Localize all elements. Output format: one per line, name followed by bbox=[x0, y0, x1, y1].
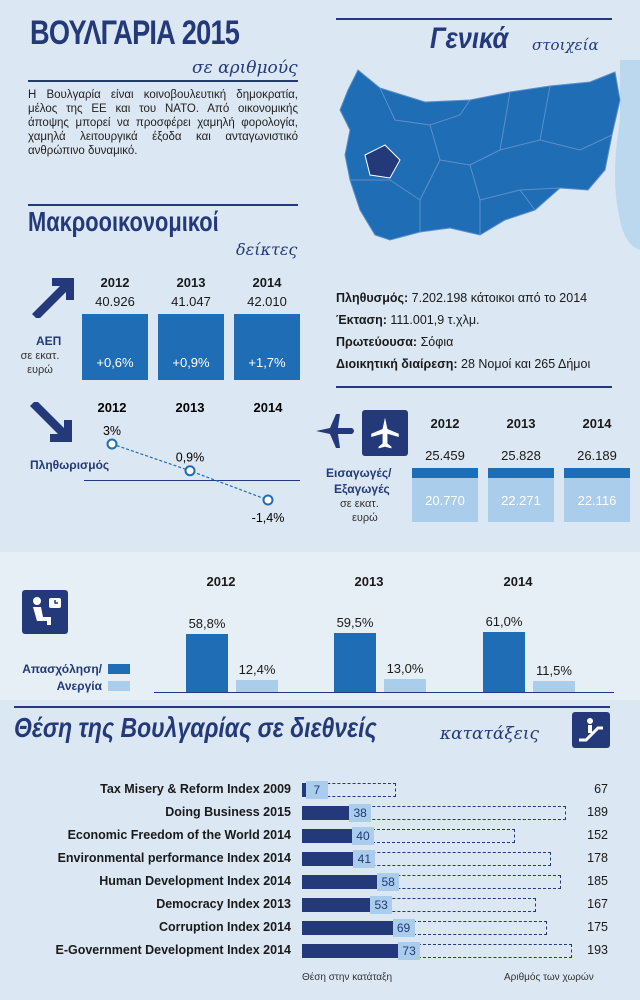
trade-import-value: 25.828 bbox=[501, 448, 541, 463]
employment-bar bbox=[186, 634, 228, 692]
escalator-icon bbox=[572, 712, 610, 748]
rank-position-value: 38 bbox=[349, 804, 371, 822]
rankings-title: Θέση της Βουλγαρίας σε διεθνείς bbox=[14, 712, 377, 743]
fact-capital: Πρωτεύουσα: Σόφια bbox=[336, 335, 454, 349]
trade-year: 2013 bbox=[506, 416, 536, 431]
trade-import-bar bbox=[564, 468, 630, 478]
rankings-subtitle: κατατάξεις bbox=[440, 724, 540, 744]
gdp-unit-2: ευρώ bbox=[27, 364, 53, 376]
gdp-label: ΑΕΠ bbox=[36, 334, 62, 348]
gdp-growth-box: +1,7% bbox=[234, 314, 300, 380]
trade-export-box: 20.770 bbox=[412, 478, 478, 522]
inflation-value-label: -1,4% bbox=[251, 511, 285, 525]
employment-baseline bbox=[154, 692, 614, 693]
employment-label: 61,0% bbox=[485, 614, 523, 629]
rank-position-value: 58 bbox=[377, 873, 399, 891]
rank-position-bar bbox=[302, 875, 383, 889]
gdp-value: 41.047 bbox=[171, 294, 211, 309]
inflation-year: 2013 bbox=[175, 400, 205, 415]
unemployment-bar bbox=[533, 681, 575, 692]
inflation-year: 2012 bbox=[97, 400, 127, 415]
inflation-point bbox=[264, 496, 273, 505]
employment-year: 2013 bbox=[354, 574, 384, 589]
fact-population: Πληθυσμός: 7.202.198 κάτοικοι από το 2014 bbox=[336, 291, 588, 305]
rank-index-label: Doing Business 2015 bbox=[165, 805, 291, 819]
gdp-year: 2012 bbox=[100, 275, 130, 290]
employment-year: 2012 bbox=[206, 574, 236, 589]
employment-label: 58,8% bbox=[188, 616, 226, 632]
macro-subtitle: δείκτες bbox=[236, 240, 298, 259]
unemployment-label: 12,4% bbox=[238, 661, 276, 677]
gdp-year: 2014 bbox=[252, 275, 282, 290]
rank-position-value: 69 bbox=[393, 919, 415, 937]
rank-index-label: Economic Freedom of the World 2014 bbox=[67, 828, 291, 842]
plane-box-icon bbox=[362, 410, 408, 456]
plane-icon bbox=[314, 410, 356, 452]
trade-label-1: Εισαγωγές/ bbox=[326, 466, 392, 480]
waiting-person-icon bbox=[22, 590, 68, 634]
rank-xlabel-left: Θέση στην κατάταξη bbox=[302, 972, 393, 983]
general-subtitle: στοιχεία bbox=[532, 36, 599, 54]
gdp-growth-box: +0,9% bbox=[158, 314, 224, 380]
trade-import-bar bbox=[412, 468, 478, 478]
general-title: Γενικά bbox=[430, 22, 509, 55]
inflation-value-label: 0,9% bbox=[175, 450, 205, 465]
legend-unemployment-swatch bbox=[108, 681, 130, 691]
rank-country-count: 167 bbox=[587, 897, 608, 911]
gdp-growth-box: +0,6% bbox=[82, 314, 148, 380]
rank-country-count: 152 bbox=[587, 828, 608, 842]
facts-panel bbox=[336, 287, 636, 375]
inflation-point bbox=[186, 466, 195, 475]
rank-position-value: 53 bbox=[370, 896, 392, 914]
legend-employment-swatch bbox=[108, 664, 130, 674]
fact-area: Έκταση: 111.001,9 τ.χλμ. bbox=[336, 313, 480, 327]
arrow-down-icon bbox=[26, 402, 76, 446]
rank-position-bar bbox=[302, 898, 376, 912]
rank-position-bar bbox=[302, 806, 355, 820]
header-divider bbox=[28, 80, 298, 82]
gdp-value: 42.010 bbox=[247, 294, 287, 309]
rank-position-bar bbox=[302, 852, 359, 866]
sea bbox=[615, 60, 640, 250]
rank-position-value: 7 bbox=[306, 781, 328, 799]
rank-index-label: E-Government Development Index 2014 bbox=[55, 943, 291, 957]
rank-country-count: 178 bbox=[587, 851, 608, 865]
trade-export-box: 22.116 bbox=[564, 478, 630, 522]
inflation-value-label: 3% bbox=[102, 424, 122, 438]
facts-divider bbox=[336, 386, 612, 388]
unemployment-label: 11,5% bbox=[536, 662, 572, 678]
employment-bar bbox=[334, 633, 376, 692]
unemployment-label: 13,0% bbox=[386, 661, 424, 677]
intro-text: Η Βουλγαρία είναι κοινοβουλευτική δημοκρατία, μέλος της ΕΕ και του ΝΑΤΟ. Από οικονομικής άποψης μπορεί να προσφέρει χαμηλή φορολογία, χαμηλά λειτουργικά έξοδα και ανταγωνιστικό ανθρώπινο δυναμικό. bbox=[28, 89, 298, 157]
general-divider bbox=[336, 18, 612, 20]
page-subtitle: σε αριθμούς bbox=[192, 58, 298, 78]
rank-index-label: Democracy Index 2013 bbox=[156, 897, 291, 911]
trade-export-box: 22.271 bbox=[488, 478, 554, 522]
rank-position-value: 41 bbox=[353, 850, 375, 868]
legend-unemployment-label: Ανεργία bbox=[56, 679, 102, 693]
gdp-year: 2013 bbox=[176, 275, 206, 290]
trade-label-2: Εξαγωγές bbox=[334, 482, 390, 496]
inflation-point bbox=[108, 440, 117, 449]
page-title: ΒΟΥΛΓΑΡΙΑ 2015 bbox=[30, 14, 240, 52]
trade-unit-2: ευρώ bbox=[352, 512, 378, 524]
rank-position-bar bbox=[302, 829, 358, 843]
gdp-value: 40.926 bbox=[95, 294, 135, 309]
unemployment-bar bbox=[236, 680, 278, 692]
rank-index-label: Human Development Index 2014 bbox=[99, 874, 291, 888]
legend-employment-label: Απασχόληση/ bbox=[22, 662, 102, 676]
inflation-label: Πληθωρισμός bbox=[30, 458, 110, 472]
trade-unit-1: σε εκατ. bbox=[340, 498, 379, 510]
rank-country-count: 175 bbox=[587, 920, 608, 934]
rank-country-count: 193 bbox=[587, 943, 608, 957]
inflation-year: 2014 bbox=[253, 400, 283, 415]
unemployment-bar bbox=[384, 679, 426, 692]
rank-position-bar bbox=[302, 944, 404, 958]
rank-country-count: 189 bbox=[587, 805, 608, 819]
inflation-chart bbox=[80, 396, 310, 528]
arrow-up-icon bbox=[28, 274, 78, 318]
gdp-unit-1: σε εκατ. bbox=[20, 350, 60, 362]
trade-year: 2014 bbox=[582, 416, 612, 431]
rank-xlabel-right: Αριθμός των χωρών bbox=[504, 972, 594, 983]
trade-import-value: 26.189 bbox=[577, 448, 617, 463]
macro-title: Μακροοικονομικοί bbox=[28, 206, 219, 237]
rank-index-label: Environmental performance Index 2014 bbox=[57, 851, 291, 865]
trade-year: 2012 bbox=[430, 416, 460, 431]
rank-country-count: 67 bbox=[594, 782, 608, 796]
rank-country-count: 185 bbox=[587, 874, 608, 888]
rank-index-label: Corruption Index 2014 bbox=[159, 920, 291, 934]
fact-admin: Διοικητική διαίρεση: 28 Νομοί και 265 Δήμοι bbox=[336, 357, 591, 371]
bulgaria-map bbox=[320, 60, 640, 280]
rank-position-value: 40 bbox=[352, 827, 374, 845]
rank-index-label: Tax Misery & Reform Index 2009 bbox=[100, 782, 291, 796]
employment-bar bbox=[483, 632, 525, 692]
trade-import-value: 25.459 bbox=[425, 448, 465, 463]
employment-year: 2014 bbox=[503, 574, 533, 589]
rank-position-bar bbox=[302, 921, 399, 935]
rankings-divider bbox=[14, 706, 610, 708]
employment-label: 59,5% bbox=[336, 615, 374, 631]
rank-position-value: 73 bbox=[398, 942, 420, 960]
trade-import-bar bbox=[488, 468, 554, 478]
